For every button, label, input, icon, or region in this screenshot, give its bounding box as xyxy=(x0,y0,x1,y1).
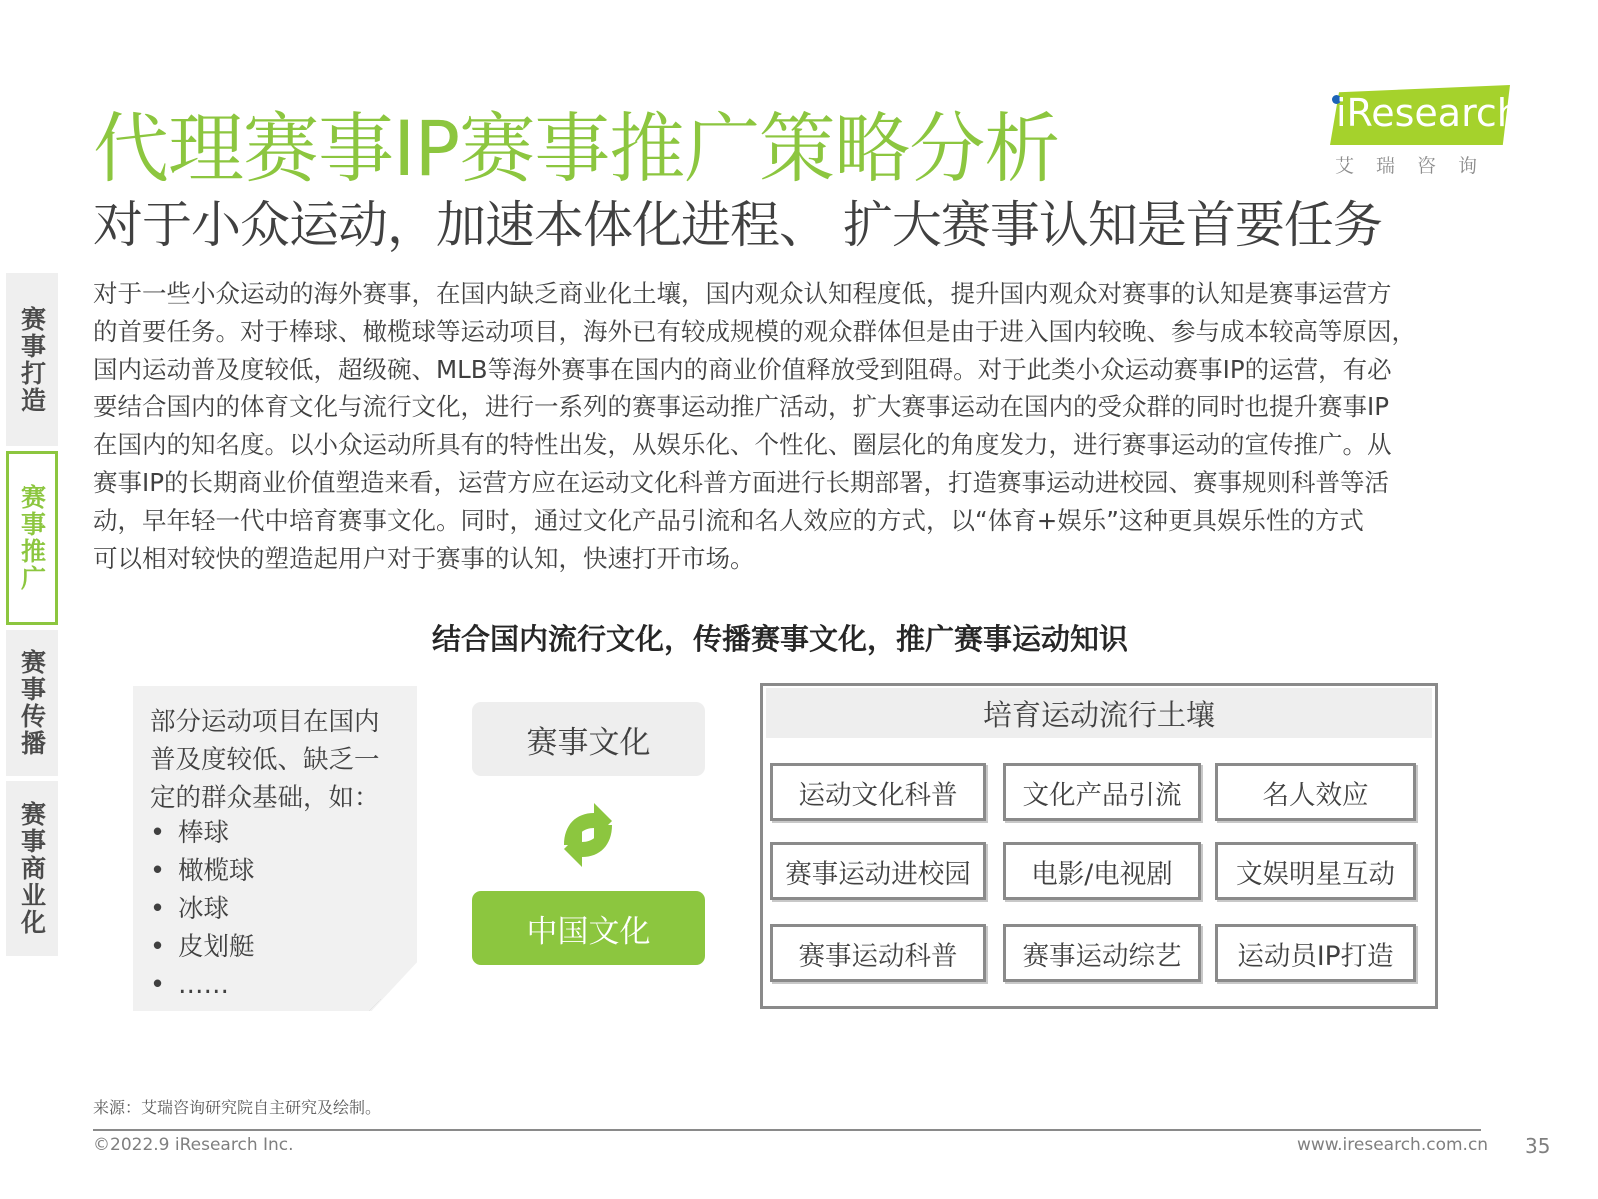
strategy-cell: 赛事运动综艺 xyxy=(1003,924,1201,982)
body-line: 的首要任务。对于棒球、橄榄球等运动项目，海外已有较成规模的观众群体但是由于进入国内较晚、参与成本较高等原因， xyxy=(93,316,1416,346)
chinese-culture-box xyxy=(472,891,705,965)
side-tab-label: 赛事打造 xyxy=(17,305,47,414)
bullet-icon: • xyxy=(150,894,166,924)
source-note: 来源：艾瑞咨询研究院自主研究及绘制。 xyxy=(93,1098,382,1117)
bullet-icon: • xyxy=(150,856,166,886)
body-line: 要结合国内的体育文化与流行文化，进行一系列的赛事运动推广活动，扩大赛事运动在国内的受众群的同时也提升赛事IP xyxy=(93,392,1389,422)
body-line: 赛事IP的长期商业价值塑造来看，运营方应在运动文化科普方面进行长期部署，打造赛事运动进校园、赛事规则科普等活 xyxy=(93,467,1389,497)
note-intro: 部分运动项目在国内普及度较低、缺乏一定的群众基础，如： xyxy=(150,707,380,813)
note-list xyxy=(150,814,255,1004)
chinese-culture-label: 中国文化 xyxy=(526,913,651,950)
side-tab-build[interactable] xyxy=(6,273,58,446)
strategy-cell: 文娱明星互动 xyxy=(1215,842,1416,900)
bullet-icon: • xyxy=(150,818,166,848)
body-line: 动，早年轻一代中培育赛事文化。同时，通过文化产品引流和名人效应的方式，以“体育+娱乐”这种更具娱乐性的方式 xyxy=(93,505,1364,535)
body-line: 国内运动普及度较低，超级碗、MLB等海外赛事在国内的商业价值释放受到阻碍。对于此类小众运动赛事IP的运营，有必 xyxy=(93,354,1392,384)
list-item-label: 棒球 xyxy=(178,818,230,848)
event-culture-label: 赛事文化 xyxy=(526,724,651,761)
list-item xyxy=(150,890,255,928)
website-link[interactable]: www.iresearch.com.cn xyxy=(1297,1135,1489,1155)
body-paragraph xyxy=(93,275,1513,577)
strategy-cell: 运动员IP打造 xyxy=(1215,924,1416,982)
list-item xyxy=(150,814,255,852)
page-curl-icon xyxy=(369,963,417,1011)
list-item-label: 橄榄球 xyxy=(178,856,255,886)
body-line: 对于一些小众运动的海外赛事，在国内缺乏商业化土壤，国内观众认知程度低，提升国内观众对赛事的认知是赛事运营方 xyxy=(93,279,1392,308)
side-tab-label: 赛事推广 xyxy=(17,484,47,592)
strategy-cell: 名人效应 xyxy=(1215,763,1416,821)
frame-title-label: 培育运动流行土壤 xyxy=(982,697,1215,732)
side-tab-spread[interactable] xyxy=(6,630,58,776)
list-item-label: 皮划艇 xyxy=(178,932,255,962)
page-title: 代理赛事IP赛事推广策略分析 xyxy=(93,104,1060,193)
logo-brand: iResearch xyxy=(1336,91,1521,135)
footer-divider xyxy=(93,1129,1481,1131)
side-tab-label: 赛事商业化 xyxy=(17,801,47,936)
side-tab-label: 赛事传播 xyxy=(17,649,47,757)
exchange-arrows-icon xyxy=(550,797,626,873)
diagram-heading: 结合国内流行文化，传播赛事文化，推广赛事运动知识 xyxy=(431,622,1128,656)
list-item-label: 冰球 xyxy=(178,894,230,924)
iresearch-logo xyxy=(1318,85,1521,180)
page-subtitle: 对于小众运动，加速本体化进程、 扩大赛事认知是首要任务 xyxy=(93,196,1382,254)
event-culture-box xyxy=(472,702,705,776)
list-item xyxy=(150,928,255,966)
side-tab-promotion[interactable] xyxy=(6,451,58,625)
side-tab-commercial[interactable] xyxy=(6,781,58,956)
side-tabs xyxy=(6,273,58,961)
strategy-cell: 文化产品引流 xyxy=(1003,763,1201,821)
bullet-icon: • xyxy=(150,932,166,962)
page-number: 35 xyxy=(1525,1134,1551,1158)
logo-brand-cn: 艾瑞咨询 xyxy=(1335,155,1500,177)
bullet-icon: • xyxy=(150,970,166,1000)
list-item xyxy=(150,966,255,1004)
strategy-cell: 电影/电视剧 xyxy=(1003,842,1201,900)
list-item-label: …… xyxy=(178,970,229,1000)
cultivation-frame-title xyxy=(766,688,1432,738)
strategy-cell: 赛事运动科普 xyxy=(770,924,986,982)
copyright: ©2022.9 iResearch Inc. xyxy=(93,1135,294,1155)
body-line: 可以相对较快的塑造起用户对于赛事的认知，快速打开市场。 xyxy=(93,543,755,573)
strategy-cell: 运动文化科普 xyxy=(770,763,986,821)
list-item xyxy=(150,852,255,890)
body-line: 在国内的知名度。以小众运动所具有的特性出发，从娱乐化、个性化、圈层化的角度发力，进行赛事运动的宣传推广。从 xyxy=(93,430,1392,460)
strategy-cell: 赛事运动进校园 xyxy=(770,842,986,900)
